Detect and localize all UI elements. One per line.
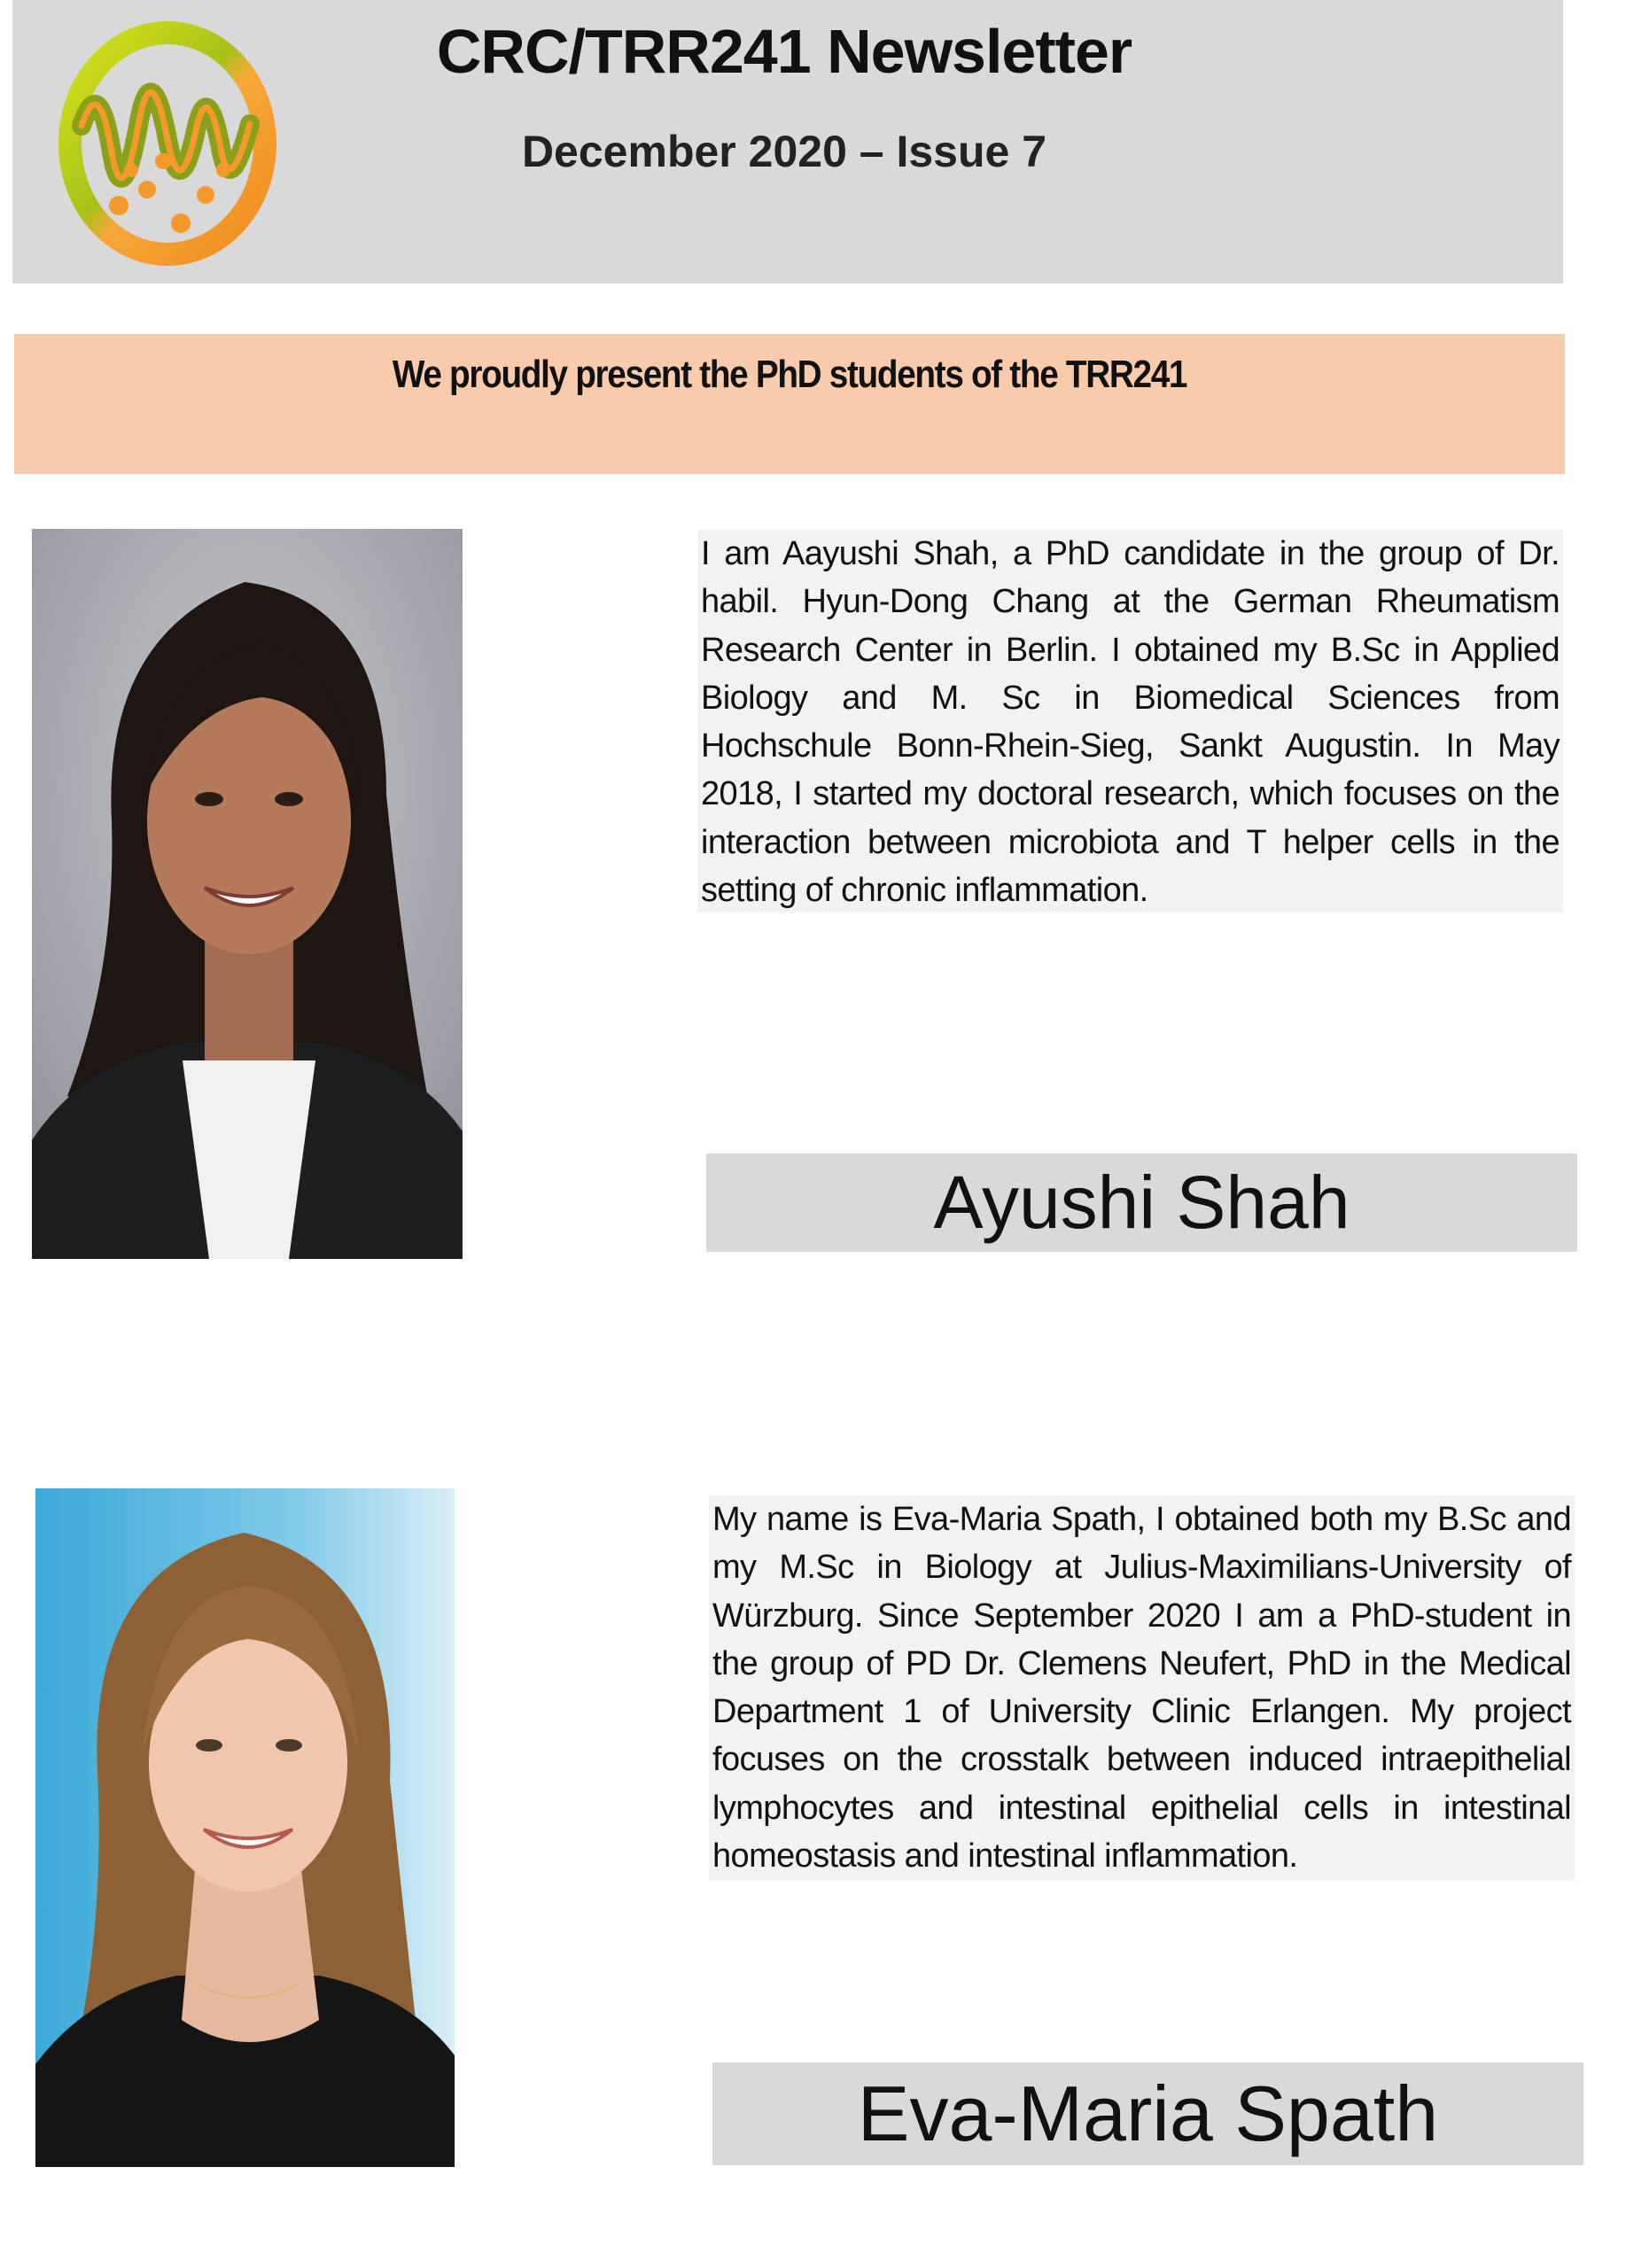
- student-bio-2: My name is Eva-Maria Spath, I obtained both my B.Sc and my M.Sc in Biology at Julius-Maximilians-University of Würzburg. Since September 2020 I am a PhD-student in the group of PD Dr. Clemens Neufert, PhD in the Medical Department 1 of University Clinic Erlangen. My project focuses on the crosstalk between induced intraepithelial lymphocytes and intestinal epithelial cells in intestinal homeostasis and intestinal inflammation.: [709, 1495, 1575, 1881]
- banner-heading: We proudly present the PhD students of the TRR241: [392, 353, 1187, 396]
- student-photo-1: [32, 529, 463, 1259]
- student-photo-2: [35, 1488, 455, 2167]
- student-name-2: Eva-Maria Spath: [712, 2062, 1583, 2165]
- issue-date: December 2020 – Issue 7: [521, 127, 1047, 176]
- newsletter-title: CRC/TRR241 Newsletter: [436, 17, 1132, 86]
- student-name-1: Ayushi Shah: [706, 1153, 1577, 1252]
- trr241-logo-icon: [57, 19, 278, 268]
- student-bio-1: I am Aayushi Shah, a PhD candidate in the group of Dr. habil. Hyun-Dong Chang at the German Rheumatism Research Center in Berlin. I obtained my B.Sc in Applied Biology and M. Sc in Biomedical Sciences from Hochschule Bonn-Rhein-Sieg, Sankt Augustin. In May 2018, I started my doctoral research, which focuses on the interaction between microbiota and T helper cells in the setting of chronic inflammation.: [697, 530, 1563, 913]
